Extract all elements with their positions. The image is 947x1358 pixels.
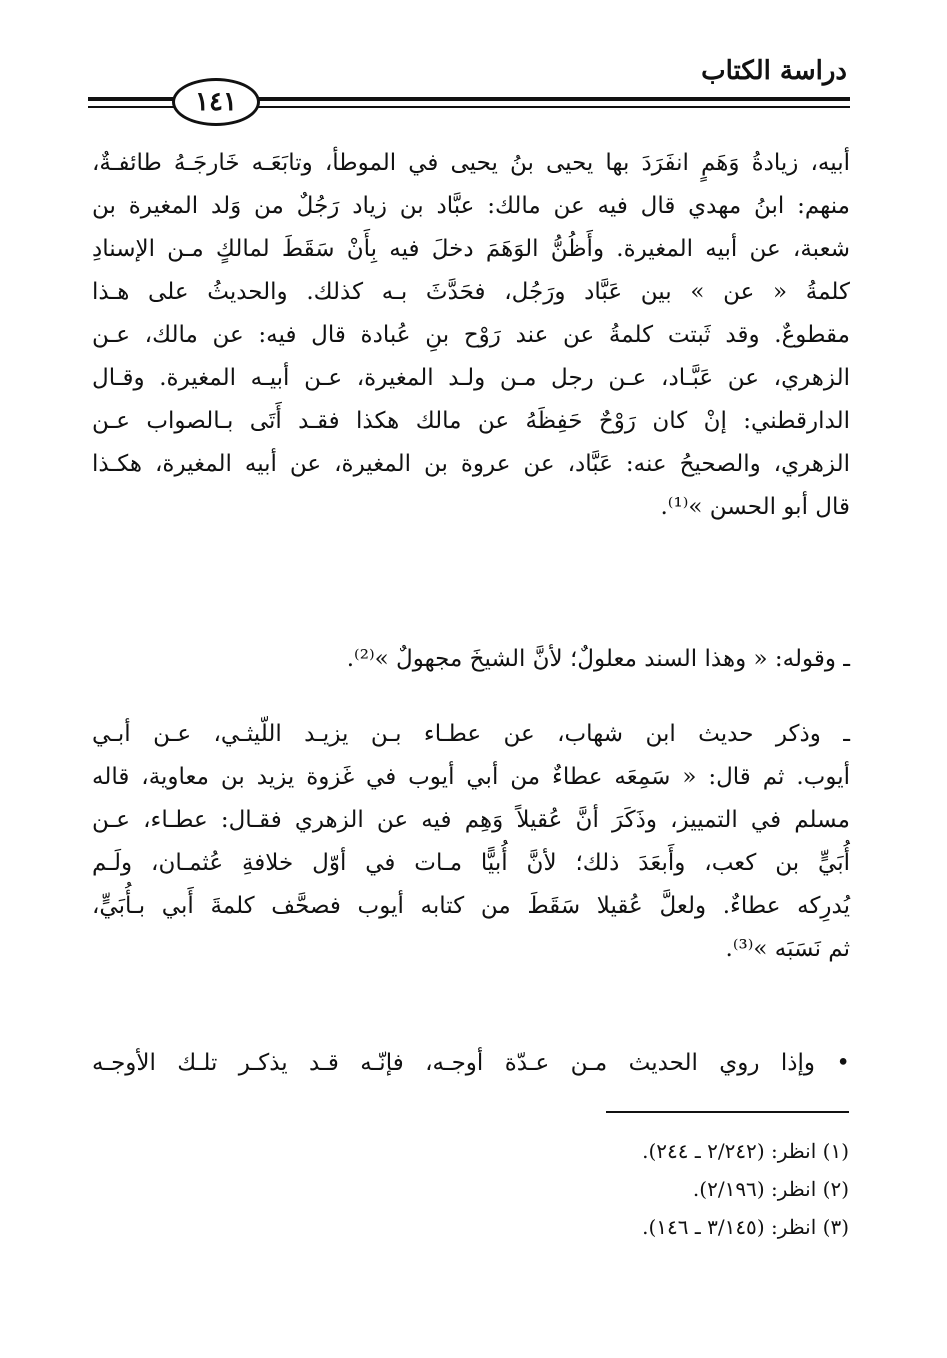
- paragraph-3: [92, 723, 850, 981]
- text-line: ـ وذكر حديث ابن شهاب، عن عطـاء بـن يزيـد اللّيثـي، عـن أبـي: [92, 721, 850, 747]
- text-line: منهم: ابنُ مهدي قال فيه عن مالك: عبَّاد بن زياد رَجُلٌ من وَلد المغيرة بن: [92, 193, 850, 219]
- text-line: الزهري، عن عَبَّـاد، عـن رجل مـن ولـد المغيرة، عـن أبيـه المغيرة. وقـال: [92, 365, 850, 391]
- text-line: شعبة، عن أبيه المغيرة. وأَظُنُّ الوَهَمَ دخلَ فيه بِأَنْ سَقَطَ لمالكٍ مـن الإسنادِ: [92, 236, 850, 262]
- text-line: أيوب. ثم قال: « سَمِعَه عطاءٌ من أبي أيوب في غَزوة يزيد بن معاوية، قاله: [92, 764, 850, 790]
- footnote-2: (٢) انظر: (٢/١٩٦).: [692, 1177, 849, 1201]
- footnotes: [642, 1141, 849, 1255]
- text-line: كلمةُ « عن » بين عَبَّاد ورَجُل، فحَدَّثَ بـه كذلك. والحديثُ على هـذا: [92, 279, 850, 305]
- text-line: ـ وقوله: « وهذا السند معلولٌ؛ لأنَّ الشيخَ مجهولٌ »⁽²⁾.: [346, 646, 850, 672]
- footnote-3: (٣) انظر: (٣/١٤٥ ـ ١٤٦).: [642, 1215, 849, 1239]
- text-line: الدارقطني: إنْ كان رَوْحٌ حَفِظَهُ عن مالك هكذا فقـد أَتَى بـالصواب عـن: [92, 408, 850, 434]
- footnote-1: (١) انظر: (٢/٢٤٢ ـ ٢٤٤).: [642, 1139, 849, 1163]
- page-number-badge: [172, 78, 260, 126]
- text-line: مسلم في التمييز، وذَكَرَ أنَّ عُقيلاً وَهِم فيه عن الزهري فقـال: عطـاء، عـن: [92, 807, 850, 833]
- text-line: يُدرِكه عطاءٌ. ولعلَّ عُقيلا سَقَطَ من كتابه أيوب فصحَّف كلمةَ أَبي بـأُبَيٍّ،: [92, 893, 850, 919]
- page-number: ١٤١: [195, 87, 237, 117]
- running-title: دراسة الكتاب: [701, 56, 847, 86]
- text-line: مقطوعٌ. وقد ثَبتت كلمةُ عن عند رَوْح بنِ عُبادة قال فيه: عن مالك، عـن: [92, 322, 850, 348]
- text-line: أُبَيٍّ بن كعب، وأَبعَدَ ذلك؛ لأنَّ أُبيًّا مـات في أوّل خلافةِ عُثمـان، ولَـم: [92, 850, 850, 876]
- paragraph-1: [92, 152, 850, 539]
- text-line: أبيه، زيادةُ وَهَمٍ انفَرَدَ بها يحيى بنُ يحيى في الموطأ، وتابَعَـه خَارجَـهُ طائفـةٌ،: [92, 150, 850, 176]
- text-line: ثم نَسَبَه »⁽³⁾.: [725, 936, 850, 962]
- footnote-separator: [606, 1111, 849, 1113]
- paragraph-4: [92, 1052, 850, 1095]
- text-line: قال أبو الحسن »⁽¹⁾.: [660, 494, 850, 520]
- paragraph-2: [92, 648, 850, 691]
- text-line: • وإذا روي الحديث مـن عـدّة أوجـه، فإنّـه قـد يذكـر تلـك الأوجـه: [92, 1050, 850, 1076]
- text-line: الزهري، والصحيحُ عنه: عَبَّاد، عن عروة بن المغيرة، عن أبيه المغيرة، هكـذا: [92, 451, 850, 477]
